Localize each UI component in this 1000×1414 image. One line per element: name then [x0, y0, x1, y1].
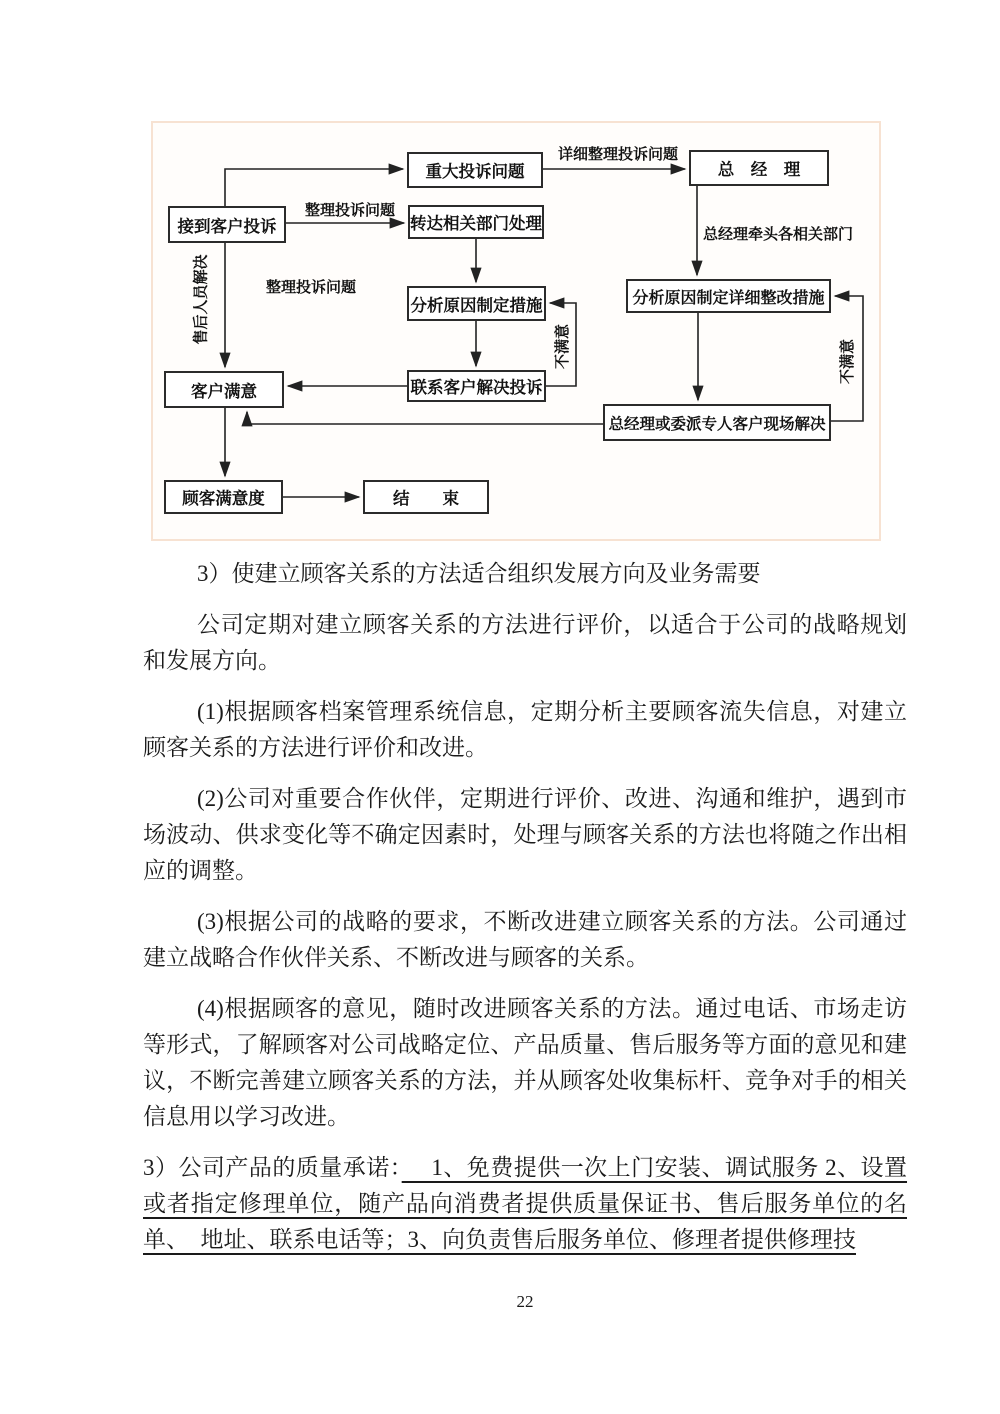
- paragraph: (1)根据顾客档案管理系统信息，定期分析主要顾客流失信息，对建立顾客关系的方法进行评价和改进。: [143, 699, 907, 760]
- quality-commitment-prefix: 3）公司产品的质量承诺：: [143, 1155, 402, 1180]
- label-detail-organize-complaint: 详细整理投诉问题: [558, 146, 679, 163]
- label-gm-leads-departments: 总经理牵头各相关部门: [703, 226, 854, 243]
- paragraph: (4)根据顾客的意见，随时改进顾客关系的方法。通过电话、市场走访等形式，了解顾客对公司战略定位、产品质量、售后服务等方面的意见和建议，不断完善建立顾客关系的方法，并从顾客处收集标杆、竞争对手的相关信息用以学习改进。: [143, 996, 907, 1129]
- quality-commitment-underlined: 1、免费提供一次上门安装、调试服务 2、设置或者指定修理单位，随产品向消费者提供质量保证书、售后服务单位的名单、 地址、联系电话等；3、向负责售后服务单位、修理者提供修理技: [143, 1155, 908, 1252]
- label-dissatisfied-right: 不满意: [838, 338, 856, 384]
- box-customer-satisfied: 客户满意: [164, 371, 284, 408]
- box-gm-onsite-resolve: 总经理或委派专人客户现场解决: [603, 404, 831, 441]
- label-aftersales-resolve: 售后人员解决: [192, 253, 210, 345]
- label-organize-complaint-top: 整理投诉问题: [305, 202, 396, 219]
- paragraph: 公司定期对建立顾客关系的方法进行评价，以适合于公司的战略规划和发展方向。: [143, 612, 907, 673]
- box-receive-complaint: 接到客户投诉: [168, 206, 286, 243]
- box-forward-departments: 转达相关部门处理: [408, 205, 544, 239]
- quality-commitment-paragraph: [143, 1150, 907, 1258]
- paragraph: (3)根据公司的战略的要求，不断改进建立顾客关系的方法。公司通过建立战略合作伙伴关系、不断改进与顾客的关系。: [143, 909, 907, 970]
- box-analyze-detailed-measures: 分析原因制定详细整改措施: [626, 279, 831, 313]
- paragraph: (2)公司对重要合作伙伴，定期进行评价、改进、沟通和维护，遇到市场波动、供求变化等不确定因素时，处理与顾客关系的方法也将随之作出相应的调整。: [143, 786, 907, 883]
- box-end: 结 束: [363, 480, 489, 514]
- complaint-flowchart: [151, 121, 881, 541]
- box-general-manager: 总 经 理: [689, 150, 829, 186]
- page-number: 22: [516, 1292, 534, 1311]
- label-dissatisfied-mid: 不满意: [553, 323, 571, 369]
- box-satisfaction-survey: 顾客满意度: [164, 480, 283, 514]
- box-contact-customer: 联系客户解决投诉: [407, 370, 546, 402]
- document-body: [143, 556, 907, 1258]
- section-heading: 3）使建立顾客关系的方法适合组织发展方向及业务需要: [197, 561, 761, 586]
- box-analyze-measures: 分析原因制定措施: [407, 286, 546, 321]
- box-major-complaint: 重大投诉问题: [407, 152, 543, 188]
- label-organize-complaint-float: 整理投诉问题: [266, 279, 357, 296]
